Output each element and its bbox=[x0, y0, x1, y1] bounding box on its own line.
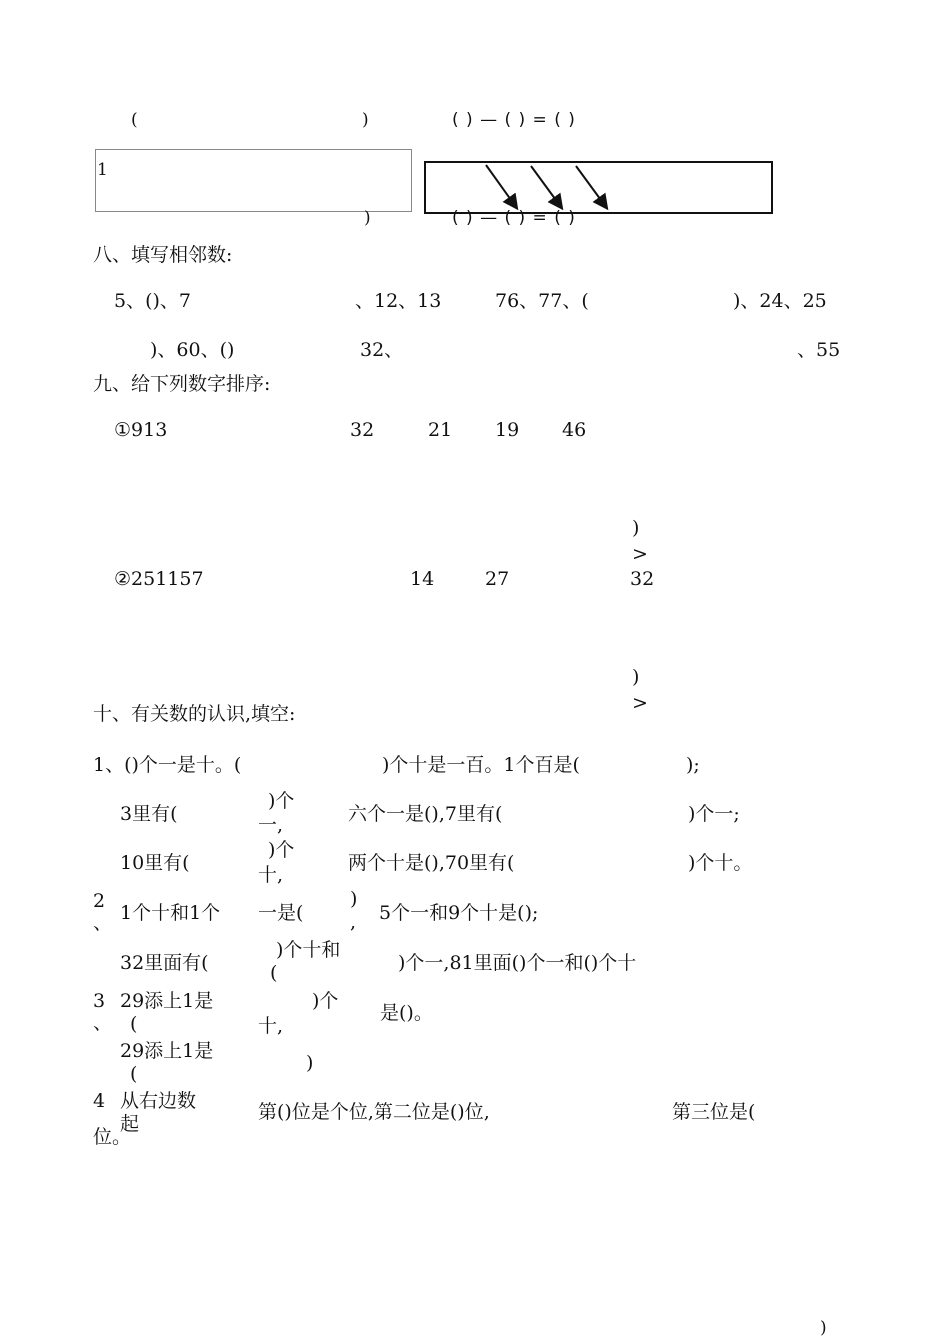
q4-part-c: 第三位是( bbox=[672, 1101, 756, 1123]
q1-line3-d: 两个十是(),70里有( bbox=[348, 852, 515, 874]
q3-line2-c: ) bbox=[306, 1052, 314, 1074]
equation-row-2: ( ) — ( ) = ( ) bbox=[452, 208, 575, 228]
greater-than-sign-2: > bbox=[632, 692, 648, 714]
q4-part-b: 第()位是个位,第二位是()位, bbox=[258, 1101, 490, 1123]
equation-row-1: ( ) — ( ) = ( ) bbox=[452, 110, 575, 130]
q2-line2-a: 32里面有( bbox=[120, 952, 209, 974]
q1-part-a: 1、()个一是十。( bbox=[93, 754, 242, 776]
q2-separator: 、 bbox=[93, 912, 113, 934]
q2-paren: ) bbox=[350, 888, 358, 910]
sort-row-2-label: ②251157 bbox=[114, 568, 204, 590]
neighbor-item-7: 、55 bbox=[797, 339, 841, 361]
q1-line2-a: 3里有( bbox=[120, 803, 178, 825]
q3-part-a: 29添上1是 bbox=[120, 990, 214, 1012]
sort-row-1-num: 21 bbox=[428, 419, 453, 441]
q2-line2-d: )个一,81里面()个一和()个十 bbox=[398, 952, 637, 974]
neighbor-item-3: 76、77、( bbox=[495, 290, 589, 312]
q2-part-a: 1个十和1个 bbox=[120, 902, 221, 924]
neighbor-item-1: 5、()、7 bbox=[114, 290, 192, 312]
sort-row-1-num: 46 bbox=[562, 419, 587, 441]
close-paren-1: ) bbox=[362, 110, 369, 130]
q4-clipped-char: 起 bbox=[120, 1113, 140, 1135]
q1-part-b: )个十是一百。1个百是( bbox=[382, 754, 580, 776]
q4-number: 4 bbox=[93, 1090, 106, 1112]
arrow-3 bbox=[576, 166, 606, 207]
arrow-1 bbox=[486, 165, 516, 207]
sort-row-2-num: 14 bbox=[410, 568, 435, 590]
close-paren-2: ) bbox=[364, 208, 371, 228]
q2-line2-b: )个十和 bbox=[276, 939, 341, 961]
q1-line3-b: )个 bbox=[268, 839, 295, 861]
q3-part-e: 是()。 bbox=[380, 1002, 433, 1024]
sort-row-1-label: ①913 bbox=[114, 419, 168, 441]
section-10-title: 十、有关数的认识,填空: bbox=[93, 703, 296, 725]
q2-number: 2 bbox=[93, 890, 106, 912]
q3-part-d: 十, bbox=[258, 1015, 284, 1037]
neighbor-item-5: )、60、() bbox=[150, 339, 235, 361]
box-left-label: 1 bbox=[97, 160, 108, 180]
q1-line2-c: 一, bbox=[258, 814, 284, 836]
subtraction-arrows-icon bbox=[424, 161, 769, 213]
q1-line2-e: )个一; bbox=[688, 803, 740, 825]
q3-part-b: ( bbox=[130, 1013, 138, 1035]
q3-number: 3 bbox=[93, 990, 106, 1012]
neighbor-item-4: )、24、25 bbox=[733, 290, 827, 312]
q2-part-b: 一是( bbox=[258, 902, 304, 924]
arrow-2 bbox=[531, 166, 561, 207]
q3-part-c: )个 bbox=[312, 990, 339, 1012]
sort-row-2-num: 32 bbox=[630, 568, 655, 590]
bottom-paren: ) bbox=[820, 1318, 827, 1338]
counting-box-left bbox=[95, 149, 412, 212]
section-9-title: 九、给下列数字排序: bbox=[93, 373, 271, 395]
greater-than-sign-1: > bbox=[632, 543, 648, 565]
sort-row-1-num: 32 bbox=[350, 419, 375, 441]
q3-line2-b: ( bbox=[130, 1063, 138, 1085]
q1-line3-c: 十, bbox=[258, 864, 284, 886]
sort-row-2-num: 27 bbox=[485, 568, 510, 590]
q3-separator: 、 bbox=[93, 1012, 113, 1034]
neighbor-item-6: 32、 bbox=[360, 339, 404, 361]
q1-line3-e: )个十。 bbox=[688, 852, 753, 874]
neighbor-item-2: 、12、13 bbox=[355, 290, 442, 312]
section-8-title: 八、填写相邻数: bbox=[93, 244, 233, 266]
open-paren-1: ( bbox=[131, 110, 138, 130]
sort-row-1-num: 19 bbox=[495, 419, 520, 441]
q1-line2-d: 六个一是(),7里有( bbox=[348, 803, 503, 825]
q1-part-c: ); bbox=[686, 754, 700, 776]
q2-line2-c: ( bbox=[270, 962, 278, 984]
q3-line2-a: 29添上1是 bbox=[120, 1040, 214, 1062]
q1-line3-a: 10里有( bbox=[120, 852, 190, 874]
sort-blank-paren-2: ) bbox=[632, 666, 640, 688]
q2-part-c: 5个一和9个十是(); bbox=[379, 902, 539, 924]
q1-line2-b: )个 bbox=[268, 790, 295, 812]
q4-part-a: 从右边数 bbox=[120, 1090, 197, 1112]
q4-part-d: 位。 bbox=[93, 1126, 132, 1148]
q2-comma: , bbox=[350, 911, 357, 933]
sort-blank-paren-1: ) bbox=[632, 517, 640, 539]
